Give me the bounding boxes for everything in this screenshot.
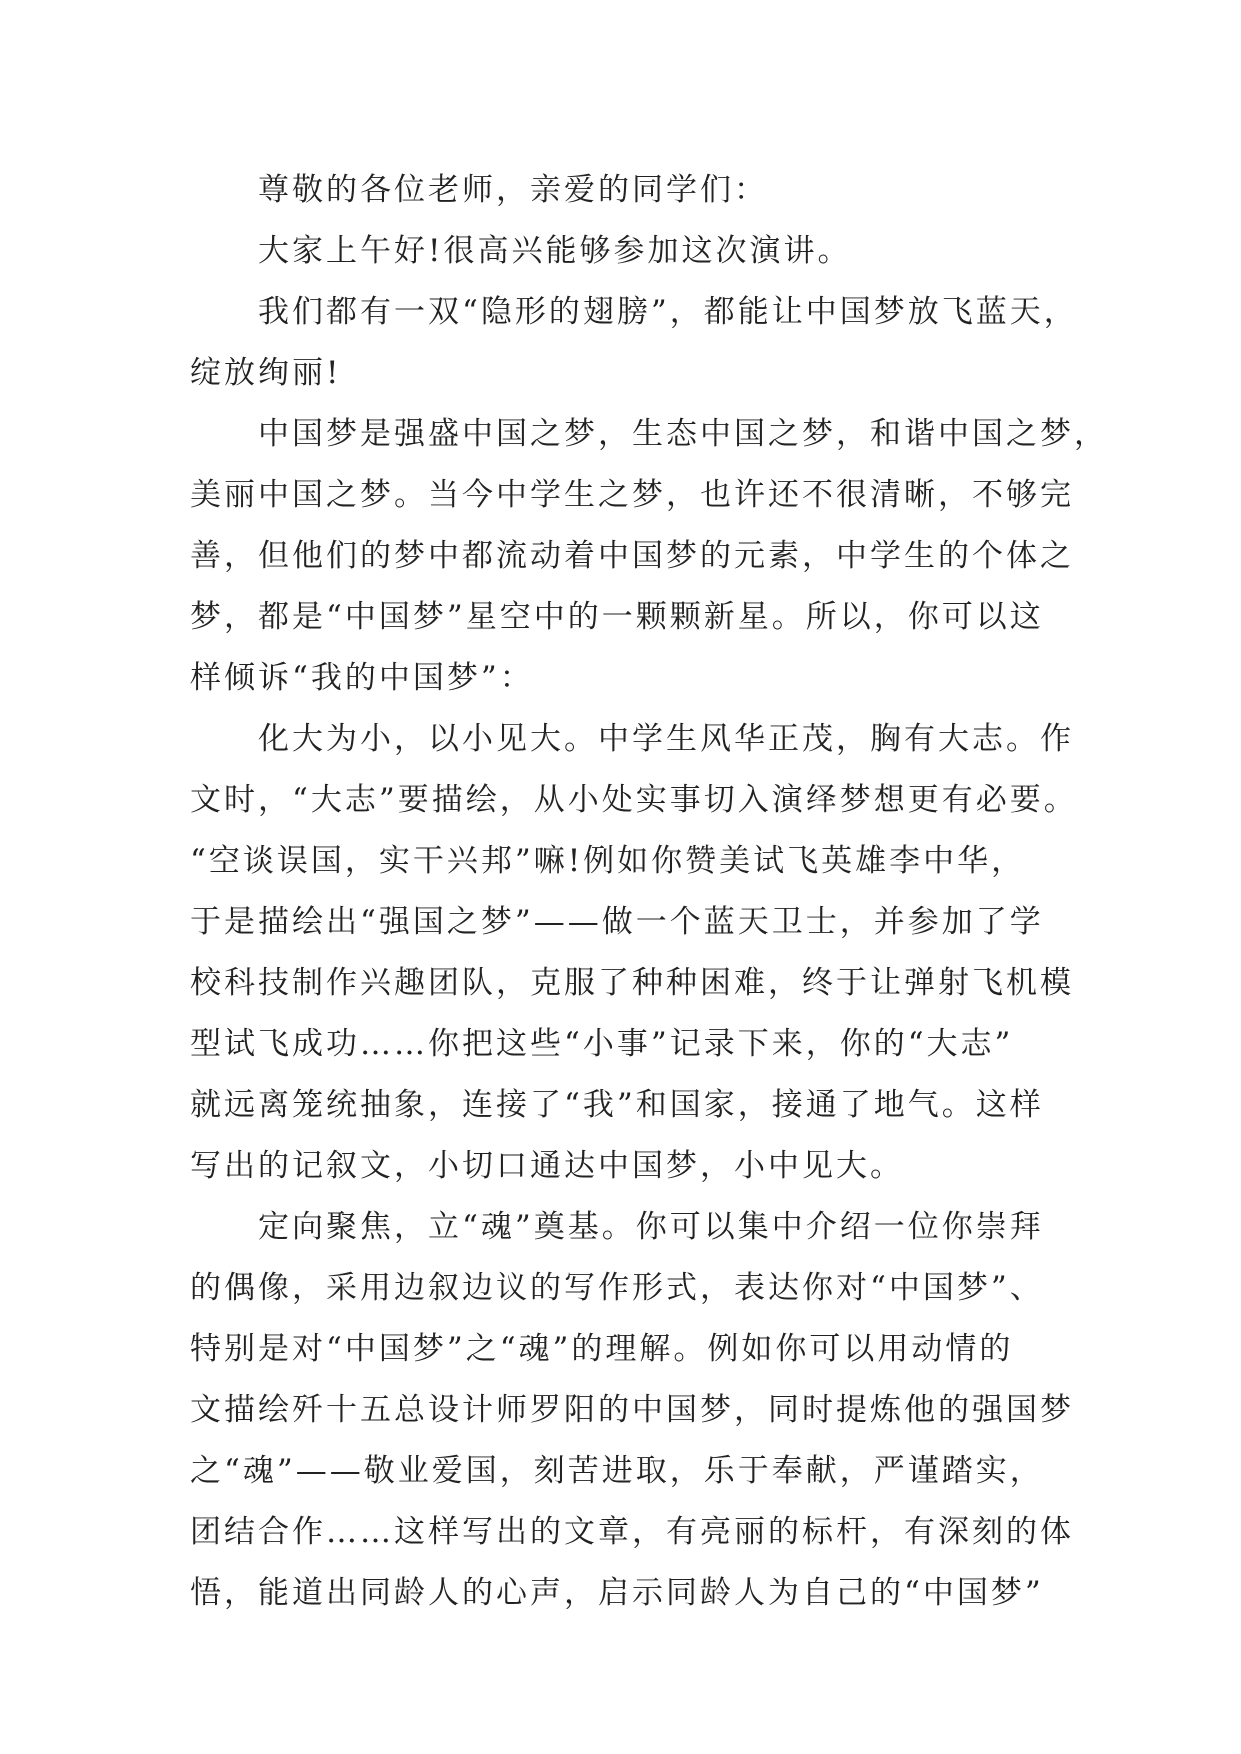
text-line: 文时，“大志”要描绘，从小处实事切入演绎梦想更有必要。	[190, 782, 1078, 818]
text-line: 我们都有一双“隐形的翅膀”，都能让中国梦放飞蓝天，	[258, 294, 1078, 330]
text-line: 之“魂”——敬业爱国，刻苦进取，乐于奉献，严谨踏实，	[190, 1453, 1044, 1489]
text-line: 的偶像，采用边叙边议的写作形式，表达你对“中国梦”、	[190, 1270, 1044, 1306]
greeting-line: 尊敬的各位老师，亲爱的同学们：	[258, 172, 768, 208]
text-line: 梦，都是“中国梦”星空中的一颗颗新星。所以，你可以这	[190, 599, 1044, 635]
text-line: 于是描绘出“强国之梦”——做一个蓝天卫士，并参加了学	[190, 904, 1044, 940]
text-line: 型试飞成功……你把这些“小事”记录下来，你的“大志”	[190, 1026, 1014, 1062]
text-line: 写出的记叙文，小切口通达中国梦，小中见大。	[190, 1148, 904, 1184]
text-line: 校科技制作兴趣团队，克服了种种困难，终于让弹射飞机模	[190, 965, 1074, 1001]
text-line: 悟，能道出同龄人的心声，启示同龄人为自己的“中国梦”	[190, 1575, 1044, 1611]
text-line: 团结合作……这样写出的文章，有亮丽的标杆，有深刻的体	[190, 1514, 1074, 1550]
text-line: 文描绘歼十五总设计师罗阳的中国梦，同时提炼他的强国梦	[190, 1392, 1074, 1428]
text-line: “空谈误国，实干兴邦”嘛!例如你赞美试飞英雄李中华，	[190, 843, 1026, 879]
text-line: 样倾诉“我的中国梦”：	[190, 660, 534, 696]
text-line: 定向聚焦，立“魂”奠基。你可以集中介绍一位你崇拜	[258, 1209, 1044, 1245]
text-line: 大家上午好!很高兴能够参加这次演讲。	[258, 233, 852, 269]
text-line: 化大为小，以小见大。中学生风华正茂，胸有大志。作	[258, 721, 1074, 757]
text-line: 特别是对“中国梦”之“魂”的理解。例如你可以用动情的	[190, 1331, 1014, 1367]
text-line: 绽放绚丽!	[190, 355, 342, 391]
text-line: 善，但他们的梦中都流动着中国梦的元素，中学生的个体之	[190, 538, 1074, 574]
speech-text	[190, 160, 1108, 1624]
text-line: 美丽中国之梦。当今中学生之梦，也许还不很清晰，不够完	[190, 477, 1074, 513]
text-line: 中国梦是强盛中国之梦，生态中国之梦，和谐中国之梦，	[258, 416, 1108, 452]
text-line: 就远离笼统抽象，连接了“我”和国家，接通了地气。这样	[190, 1087, 1044, 1123]
